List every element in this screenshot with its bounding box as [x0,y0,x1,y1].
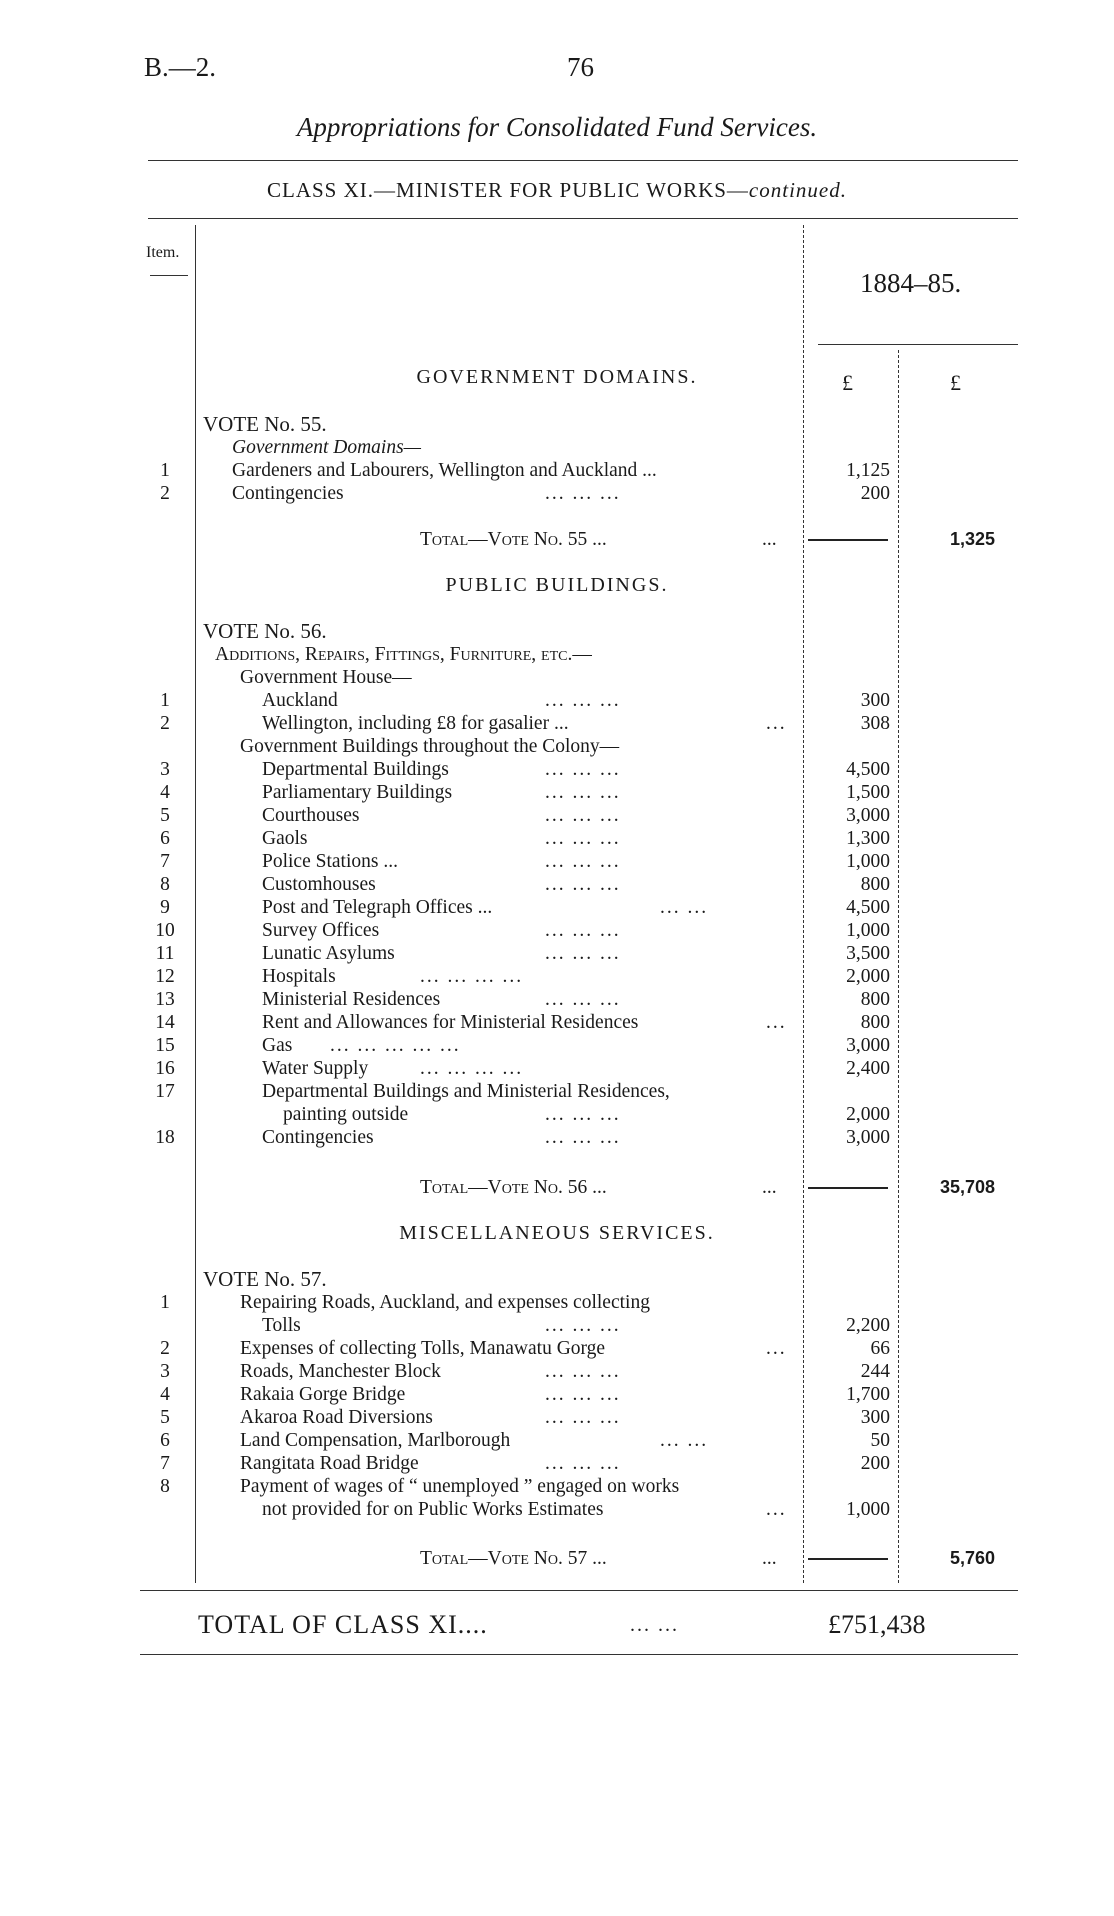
table-row [0,1080,1114,1103]
leader-dots: ... ... ... [545,828,621,849]
item-column-header: Item. [146,244,180,261]
item-amount: 50 [870,1430,890,1451]
item-amount: 200 [860,483,890,504]
rule [148,160,1018,161]
table-row [0,1383,1114,1406]
table-row [0,1126,1114,1149]
class-heading-continued: continued. [748,178,847,202]
leader-dots: ... ... ... [545,759,621,780]
item-label: Hospitals [262,966,336,987]
leader-dots: ... ... ... [545,1384,621,1405]
item-number: 7 [160,1453,170,1474]
table-row [0,827,1114,850]
item-number: 7 [160,851,170,872]
item-amount: 1,000 [846,1499,890,1520]
item-amount: 1,300 [846,828,890,849]
leader-dots: ... [766,1012,787,1033]
item-number: 16 [155,1058,175,1079]
rule [808,1558,888,1560]
vote-label: VOTE No. 55. [203,412,327,436]
item-number: 15 [155,1035,175,1056]
leader-dots: ... [766,713,787,734]
table-row [0,1475,1114,1498]
item-number: 3 [160,1361,170,1382]
year-column-header: 1884–85. [860,268,962,298]
subhead-label: Government Domains— [232,437,422,458]
item-label: Payment of wages of “ unemployed ” engaged on works [240,1476,680,1497]
leader-dots: ... ... ... [545,805,621,826]
leader-dots: ... ... ... [545,1104,621,1125]
item-number: 5 [160,1407,170,1428]
item-amount: 3,000 [846,1127,890,1148]
table-row-continued [0,1314,1114,1337]
rule [140,1590,1018,1591]
item-label: Contingencies [232,483,344,504]
section-heading: GOVERNMENT DOMAINS. [416,366,698,388]
table-row [0,942,1114,965]
item-number: 4 [160,1384,170,1405]
item-label-continued: not provided for on Public Works Estimates [262,1499,604,1520]
rule [808,539,888,541]
leader-dots: ... ... [660,897,709,918]
item-label: Rangitata Road Bridge [240,1453,419,1474]
item-label: Customhouses [262,874,376,895]
item-number: 6 [160,1430,170,1451]
leader-dots: ... ... ... [545,1315,621,1336]
subhead-label: Government House— [240,667,412,688]
item-amount: 300 [860,690,890,711]
vote-heading [0,620,1114,643]
item-amount: 1,700 [846,1384,890,1405]
vote-heading [0,1268,1114,1291]
item-amount: 800 [860,1012,890,1033]
table-row [0,1291,1114,1314]
leader-dots: ... ... ... [545,690,621,711]
vote-total: 1,325 [949,529,995,549]
leader-dots: ... [766,1338,787,1359]
item-label: Land Compensation, Marlborough [240,1430,511,1451]
vote-total: 35,708 [939,1177,995,1197]
pound-sign: £ [842,370,853,395]
item-label: Courthouses [262,805,360,826]
table-row [0,482,1114,505]
table-row [0,1360,1114,1383]
report-code: B.—2. [144,52,217,82]
leader-dots: ... ... ... [545,943,621,964]
table-row [0,1452,1114,1475]
table-row [0,1034,1114,1057]
item-number: 10 [155,920,175,941]
item-amount: 2,400 [846,1058,890,1079]
vote-total-row [0,1547,1114,1570]
item-label: Repairing Roads, Auckland, and expenses collecting [240,1292,650,1313]
table-row [0,1057,1114,1080]
leader-dots: ... ... ... [545,851,621,872]
rule [150,275,188,276]
leader-dots: ... [766,1499,787,1520]
subhead-label: Government Buildings throughout the Colony— [240,736,620,757]
item-amount: 300 [860,1407,890,1428]
table-row [0,1337,1114,1360]
item-number: 5 [160,805,170,826]
section-heading: MISCELLANEOUS SERVICES. [399,1222,715,1244]
item-label: Gas [262,1035,293,1056]
class-heading-text: CLASS XI.—MINISTER FOR PUBLIC WORKS— [267,178,749,202]
item-number: 17 [155,1081,175,1102]
subhead [0,436,1114,459]
grand-total-label: TOTAL OF CLASS XI.... [198,1610,488,1639]
item-amount: 3,500 [846,943,890,964]
rule [140,1654,1018,1655]
table-row [0,919,1114,942]
table-row [0,459,1114,482]
item-label: Post and Telegraph Offices ... [262,897,493,918]
item-amount: 2,000 [846,1104,890,1125]
leader-dots: ... ... [660,1430,709,1451]
item-label: Departmental Buildings [262,759,449,780]
table-row [0,689,1114,712]
item-label-continued: painting outside [283,1104,409,1125]
item-number: 8 [160,874,170,895]
item-number: 18 [155,1127,175,1148]
item-label: Departmental Buildings and Ministerial Residences, [262,1081,670,1102]
page-number: 76 [567,52,594,82]
item-label: Parliamentary Buildings [262,782,453,803]
item-amount: 4,500 [846,759,890,780]
table-row [0,965,1114,988]
item-label: Ministerial Residences [262,989,441,1010]
leader-dots: ... ... ... ... ... [330,1035,461,1056]
table-row [0,1011,1114,1034]
item-amount: 4,500 [846,897,890,918]
leader-dots: ... [762,1548,777,1569]
table-row [0,896,1114,919]
leader-dots: ... ... ... [545,989,621,1010]
item-number: 2 [160,483,170,504]
item-number: 1 [160,460,170,481]
item-label: Contingencies [262,1127,374,1148]
item-label: Gaols [262,828,308,849]
leader-dots: ... [762,529,777,550]
leader-dots: ... ... ... [545,483,621,504]
leader-dots: ... ... ... [545,874,621,895]
item-label: Auckland [262,690,338,711]
item-amount: 200 [860,1453,890,1474]
item-number: 2 [160,713,170,734]
leader-dots: ... [762,1177,777,1198]
item-number: 2 [160,1338,170,1359]
leader-dots: ... ... ... ... [420,966,524,987]
item-amount: 244 [860,1361,890,1382]
item-amount: 2,200 [846,1315,890,1336]
item-amount: 1,000 [846,851,890,872]
vote-heading [0,413,1114,436]
item-amount: 66 [870,1338,890,1359]
item-label: Water Supply [262,1058,369,1079]
running-title: Appropriations for Consolidated Fund Services. [296,112,818,142]
item-amount: 800 [860,874,890,895]
item-amount: 1,125 [846,460,890,481]
total-label: Total—Vote No. 56 ... [420,1177,607,1198]
pound-sign: £ [950,370,961,395]
section-heading: PUBLIC BUILDINGS. [445,574,669,596]
table-row [0,850,1114,873]
item-label: Akaroa Road Diversions [240,1407,433,1428]
table-row [0,758,1114,781]
item-label: Lunatic Asylums [262,943,395,964]
grand-total-amount: £751,438 [828,1610,926,1639]
item-amount: 3,000 [846,805,890,826]
rule [148,218,1018,219]
table-row [0,804,1114,827]
table-row [0,873,1114,896]
item-amount: 1,500 [846,782,890,803]
table-row [0,712,1114,735]
item-label-continued: Tolls [262,1315,301,1336]
item-amount: 1,000 [846,920,890,941]
item-amount: 308 [860,713,890,734]
item-number: 4 [160,782,170,803]
item-number: 9 [160,897,170,918]
leader-dots: ... ... [630,1614,679,1636]
leader-dots: ... ... ... [545,1407,621,1428]
vote-total-row [0,1176,1114,1199]
item-number: 13 [155,989,175,1010]
item-label: Roads, Manchester Block [240,1361,441,1382]
item-number: 3 [160,759,170,780]
table-row-continued [0,1103,1114,1126]
vote-total: 5,760 [949,1548,995,1568]
item-label: Gardeners and Labourers, Wellington and Auckland ... [232,460,657,481]
table-row-continued [0,1498,1114,1521]
leader-dots: ... ... ... [545,1127,621,1148]
leader-dots: ... ... ... [545,920,621,941]
item-number: 1 [160,690,170,711]
vote-label: VOTE No. 56. [203,619,327,643]
rule [808,1187,888,1189]
item-label: Wellington, including £8 for gasalier ... [262,713,569,734]
item-number: 6 [160,828,170,849]
item-number: 1 [160,1292,170,1313]
item-label: Expenses of collecting Tolls, Manawatu Gorge [240,1338,606,1359]
subhead [0,643,1114,666]
vote-total-row [0,528,1114,551]
item-label: Police Stations ... [262,851,398,872]
item-amount: 2,000 [846,966,890,987]
rule [818,344,1018,345]
item-label: Rent and Allowances for Ministerial Residences [262,1012,639,1033]
leader-dots: ... ... ... [545,1453,621,1474]
table-row [0,781,1114,804]
item-number: 12 [155,966,175,987]
class-heading [0,178,1114,203]
table-row [0,988,1114,1011]
leader-dots: ... ... ... ... [420,1058,524,1079]
subhead [0,666,1114,689]
item-number: 14 [155,1012,175,1033]
item-number: 8 [160,1476,170,1497]
table-row [0,1406,1114,1429]
table-row [0,1429,1114,1452]
leader-dots: ... ... ... [545,782,621,803]
item-amount: 3,000 [846,1035,890,1056]
total-label: Total—Vote No. 57 ... [420,1548,607,1569]
item-number: 11 [155,943,175,964]
item-label: Survey Offices [262,920,380,941]
vote-label: VOTE No. 57. [203,1267,327,1291]
subhead-label: Additions, Repairs, Fittings, Furniture, etc.— [215,644,592,665]
subhead [0,735,1114,758]
item-label: Rakaia Gorge Bridge [240,1384,406,1405]
leader-dots: ... ... ... [545,1361,621,1382]
total-label: Total—Vote No. 55 ... [420,529,607,550]
item-amount: 800 [860,989,890,1010]
